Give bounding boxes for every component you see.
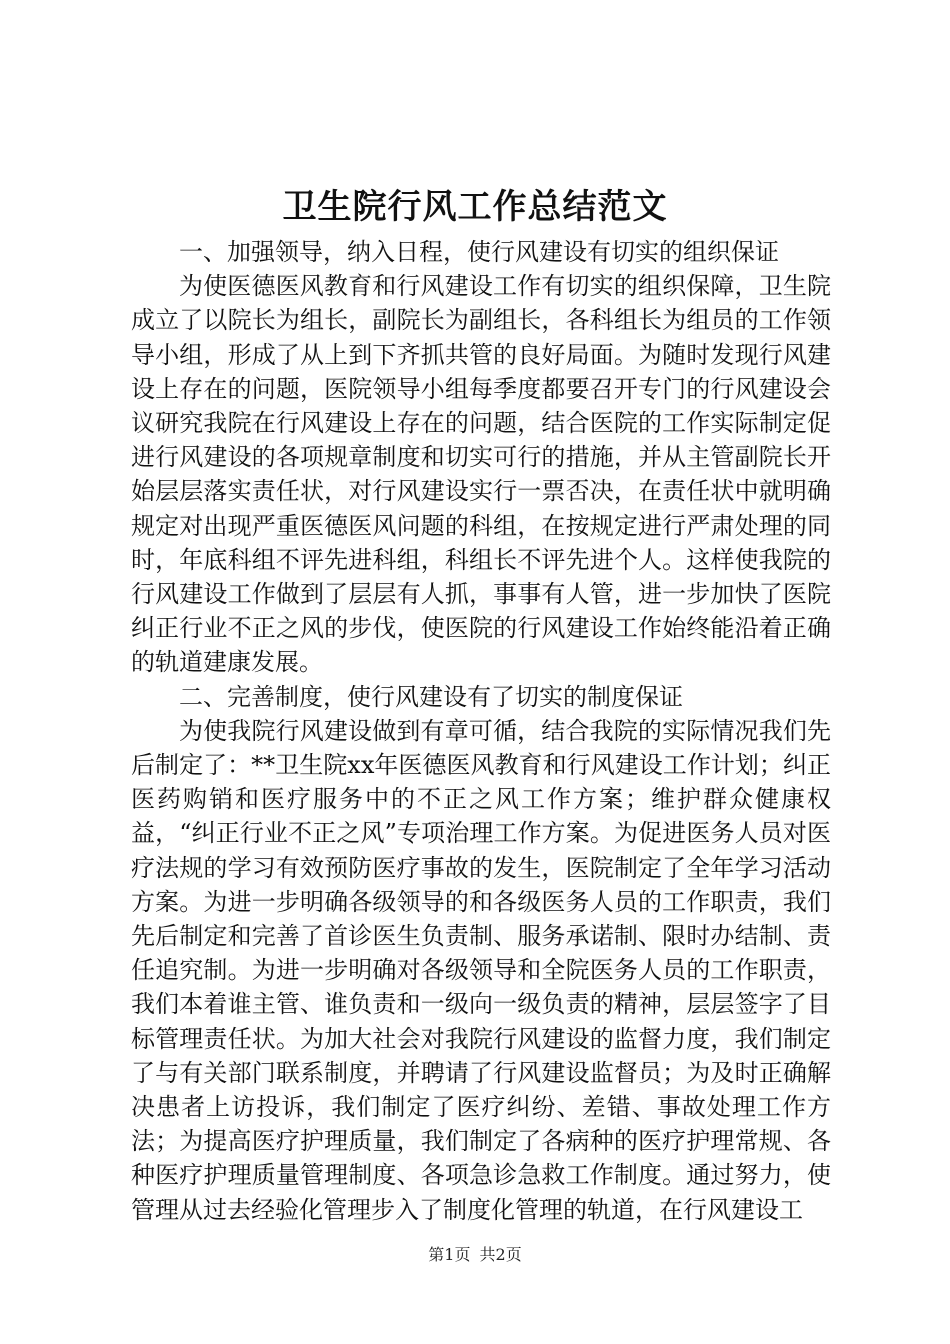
body-paragraph-2: 为使我院行风建设做到有章可循，结合我院的实际情况我们先后制定了：**卫生院xx年医德医风教育和行风建设工作计划；纠正医药购销和医疗服务中的不正之风工作方案；维护群众健康权益，“纠正行业不正之风”专项治理工作方案。为促进医务人员对医疗法规的学习有效预防医疗事故的发生，医院制定了全年学习活动方案。为进一步明确各级领导的和各级医务人员的工作职责，我们先后制定和完善了首诊医生负责制、服务承诺制、限时办结制、责任追究制。为进一步明确对各级领导和全院医务人员的工作职责，我们本着谁主管、谁负责和一级向一级负责的精神，层层签字了目标管理责任状。为加大社会对我院行风建设的监督力度，我们制定了与有关部门联系制度，并聘请了行风建设监督员；为及时正确解决患者上访投诉，我们制定了医疗纠纷、差错、事故处理工作方法；为提高医疗护理质量，我们制定了各病种的医疗护理常规、各种医疗护理质量管理制度、各项急诊急救工作制度。通过努力，使管理从过去经验化管理步入了制度化管理的轨道，在行风建设工: [131, 716, 831, 1224]
section-heading-2: 二、完善制度，使行风建设有了切实的制度保证: [179, 682, 683, 711]
page-footer: [0, 1244, 950, 1266]
page-number: 第1页: [428, 1245, 471, 1264]
document-title: 卫生院行风工作总结范文: [282, 187, 668, 227]
page-total: 共2页: [479, 1245, 522, 1264]
document-body: [131, 235, 831, 1227]
section-heading-1: 一、加强领导，纳入日程，使行风建设有切实的组织保证: [179, 238, 779, 266]
body-paragraph-1: 为使医德医风教育和行风建设工作有切实的组织保障，卫生院成立了以院长为组长，副院长为副组长，各科组长为组员的工作领导小组，形成了从上到下齐抓共管的良好局面。为随时发现行风建设上存在的问题，医院领导小组每季度都要召开专门的行风建设会议研究我院在行风建设上存在的问题，结合医院的工作实际制定促进行风建设的各项规章制度和切实可行的措施，并从主管副院长开始层层落实责任状，对行风建设实行一票否决，在责任状中就明确规定对出现严重医德医风问题的科组，在按规定进行严肃处理的同时，年底科组不评先进科组，科组长不评先进个人。这样使我院的行风建设工作做到了层层有人抓，事事有人管，进一步加快了医院纠正行业不正之风的步伐，使医院的行风建设工作始终能沿着正确的轨道建康发展。: [131, 272, 831, 677]
